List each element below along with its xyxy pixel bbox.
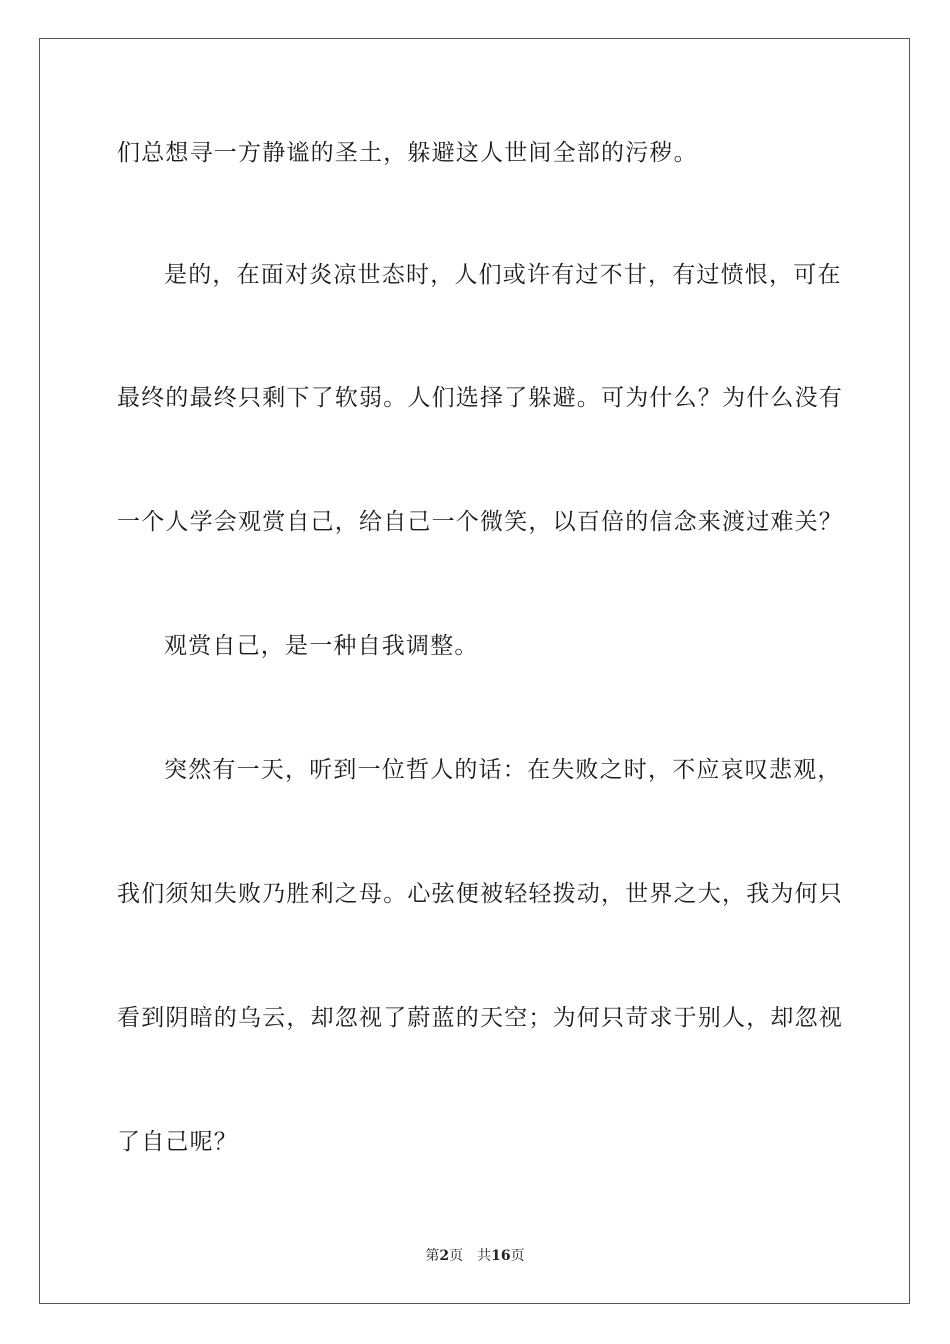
text-line: 一个人学会观赏自己，给自己一个微笑，以百倍的信念来渡过难关？ [117,509,843,535]
total-prefix: 共 [477,1248,492,1264]
text-line: 观赏自己，是一种自我调整。 [164,633,479,659]
text-line: 突然有一天，听到一位哲人的话：在失败之时，不应哀叹悲观， [164,757,842,783]
page-border [39,38,910,1304]
text-line: 是的，在面对炎凉世态时，人们或许有过不甘，有过愤恨，可在 [164,262,842,288]
page-footer [0,1247,950,1265]
text-line: 最终的最终只剩下了软弱。人们选择了躲避。可为什么？为什么没有 [117,385,843,411]
text-line: 了自己呢？ [117,1129,238,1155]
page-prefix: 第 [425,1248,440,1264]
text-line: 们总想寻一方静谧的圣土，躲避这人世间全部的污秽。 [117,140,698,166]
page-suffix: 页 [449,1248,464,1264]
total-suffix: 页 [510,1248,525,1264]
text-line: 看到阴暗的乌云，却忽视了蔚蓝的天空；为何只苛求于别人，却忽视 [117,1005,843,1031]
page-number: 2 [439,1248,450,1264]
total-pages: 16 [491,1248,511,1264]
text-line: 我们须知失败乃胜利之母。心弦便被轻轻拨动，世界之大，我为何只 [117,881,843,907]
